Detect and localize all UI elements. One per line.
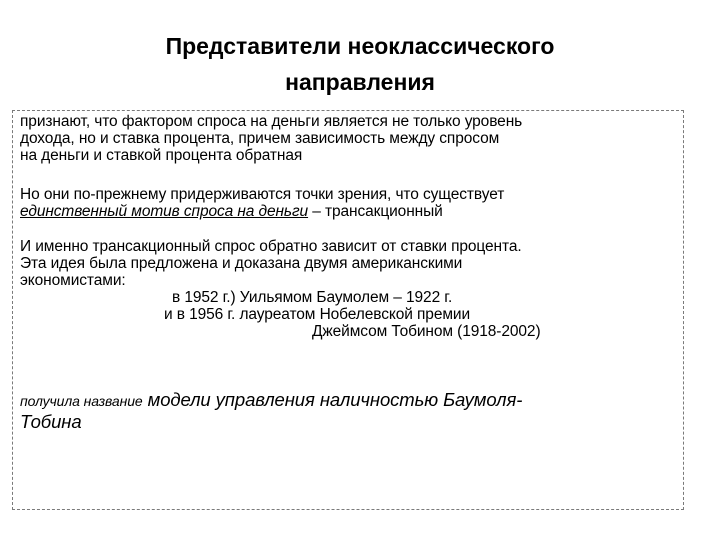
title-line-1: Представители неоклассического xyxy=(165,33,555,59)
model-name-emphasis: модели управления наличностью Баумоля- xyxy=(142,389,523,410)
text-line xyxy=(20,389,684,412)
text-line-tobin-model: Тобина xyxy=(20,411,82,432)
text-fragment-small: получила название xyxy=(20,393,143,409)
text-fragment: – трансакционный xyxy=(308,203,443,220)
title-line-2: направления xyxy=(285,69,435,95)
text-line-tobin: Джеймсом Тобином (1918-2002) xyxy=(312,323,541,340)
text-line xyxy=(20,203,684,220)
paragraph-model-name xyxy=(20,390,684,432)
text-line: на деньги и ставкой процента обратная xyxy=(20,147,303,164)
emphasis-motive: единственный мотив спроса на деньги xyxy=(20,203,309,220)
text-line: Эта идея была предложена и доказана двумя американскими xyxy=(20,255,463,272)
paragraph-transaction-motive xyxy=(20,186,684,220)
paragraph-transaction-demand xyxy=(20,238,684,255)
text-line: Но они по-прежнему придерживаются точки зрения, что существует xyxy=(20,186,505,203)
content-text xyxy=(20,113,684,432)
slide-title xyxy=(60,28,660,100)
text-line: экономистами: xyxy=(20,272,126,289)
text-line-baumol: в 1952 г.) Уильямом Баумолем – 1922 г. xyxy=(172,289,453,306)
text-line-nobel: и в 1956 г. лауреатом Нобелевской премии xyxy=(164,306,471,323)
text-line: дохода, но и ставка процента, причем зависимость между спросом xyxy=(20,130,500,147)
paragraph-demand-factors xyxy=(20,113,684,164)
text-line: признают, что фактором спроса на деньги является не только уровень xyxy=(20,113,523,130)
text-line: И именно трансакционный спрос обратно зависит от ставки процента. xyxy=(20,238,522,255)
paragraph-authors xyxy=(20,255,684,340)
